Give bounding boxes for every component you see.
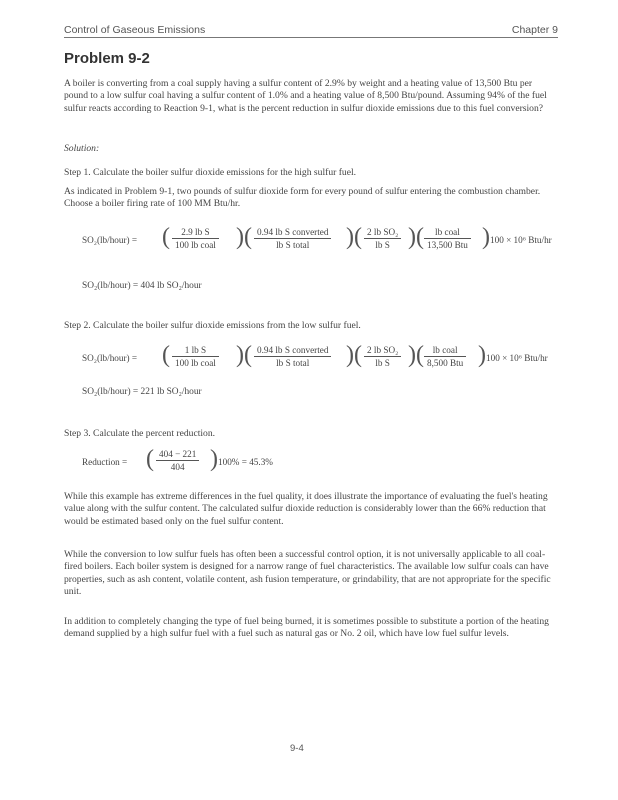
step3-fraction xyxy=(156,449,199,472)
fraction-denominator: lb S total xyxy=(276,358,310,368)
paren: ( xyxy=(162,224,170,250)
step2-equation xyxy=(82,343,562,379)
fraction-denominator: 100 lb coal xyxy=(175,240,216,250)
step2-eq-tail: 100 × 10⁶ Btu/hr xyxy=(486,353,548,363)
step2-heading: Step 2. Calculate the boiler sulfur dioxide emissions from the low sulfur fuel. xyxy=(64,320,361,331)
fraction-numerator: 1 lb S xyxy=(172,345,219,357)
fraction-numerator: 2 lb SO₂ xyxy=(364,227,401,239)
paren: )( xyxy=(346,342,362,368)
step1-result: SO₂(lb/hour) = 404 lb SO₂/hour xyxy=(82,281,202,291)
running-header xyxy=(64,24,558,38)
step1-text: As indicated in Problem 9-1, two pounds of sulfur dioxide form for every pound of sulfur entering the combustion chamber. Choose a boiler firing rate of 100 MM Btu/hr. xyxy=(64,186,541,210)
paren: ) xyxy=(478,342,486,368)
step2-fraction-conversion xyxy=(254,345,331,368)
header-chapter-title: Control of Gaseous Emissions xyxy=(64,24,206,36)
fraction-denominator: 404 xyxy=(170,462,185,472)
header-chapter-number: Chapter 9 xyxy=(511,24,558,36)
paren: ) xyxy=(210,446,218,472)
step1-equation xyxy=(82,225,562,261)
step3-equation xyxy=(82,447,382,483)
solution-label: Solution: xyxy=(64,143,100,154)
fraction-denominator: 13,500 Btu xyxy=(427,240,468,250)
paren: )( xyxy=(408,224,424,250)
fraction-numerator: 0.94 lb S converted xyxy=(254,345,331,357)
step1-fraction-conversion xyxy=(254,227,331,250)
step2-fraction-heating xyxy=(424,345,466,368)
fraction-denominator: lb S total xyxy=(276,240,310,250)
paren: )( xyxy=(236,224,252,250)
fraction-numerator: lb coal xyxy=(424,227,471,239)
paren: ( xyxy=(146,446,154,472)
fraction-numerator: 0.94 lb S converted xyxy=(254,227,331,239)
fraction-denominator: 8,500 Btu xyxy=(427,358,464,368)
discussion-paragraph-1: While this example has extreme differences in the fuel quality, it does illustrate the importance of evaluating the fuel's heating value along with the sulfur content. The calculated sulfur dioxide reduction is considerably lower than the 66% reduction that would be estimated based only on the fuel sulfur content. xyxy=(64,491,548,527)
step1-eq-lhs: SO₂(lb/hour) = xyxy=(82,235,138,245)
paren: )( xyxy=(408,342,424,368)
fraction-denominator: lb S xyxy=(375,358,390,368)
step3-heading: Step 3. Calculate the percent reduction. xyxy=(64,428,216,439)
fraction-numerator: 2.9 lb S xyxy=(172,227,219,239)
page-number: 9-4 xyxy=(290,743,304,754)
discussion-paragraph-2: While the conversion to low sulfur fuels has often been a successful control option, it is not universally applicable to all coal-fired boilers. Each boiler system is designed for a narrow range of fuel characteristics. The available low sulfur coals can have properties, such as ash content, volatile content, ash fusion temperature, or grindability, that are not appropriate for the specific unit. xyxy=(64,549,551,598)
fraction-numerator: lb coal xyxy=(424,345,466,357)
step2-result: SO₂(lb/hour) = 221 lb SO₂/hour xyxy=(82,387,202,397)
paren: )( xyxy=(346,224,362,250)
fraction-numerator: 2 lb SO₂ xyxy=(364,345,401,357)
step2-fraction-sulfur xyxy=(172,345,219,368)
problem-title: Problem 9-2 xyxy=(64,50,150,67)
problem-statement: A boiler is converting from a coal supply having a sulfur content of 2.9% by weight and a heating value of 13,500 Btu per pound to a low sulfur coal having a sulfur content of 1.0% and a heating value of 8,500 Btu/pound. Assuming 94% of the fuel sulfur reacts according to Reaction 9-1, what is the percent reduction in sulfur dioxide emissions due to this fuel conversion? xyxy=(64,78,547,114)
paren: )( xyxy=(236,342,252,368)
fraction-denominator: lb S xyxy=(375,240,390,250)
step2-eq-lhs: SO₂(lb/hour) = xyxy=(82,353,138,363)
step1-fraction-so2 xyxy=(364,227,401,250)
step3-eq-tail: 100% = 45.3% xyxy=(218,457,273,467)
step3-eq-lhs: Reduction = xyxy=(82,457,128,467)
step1-heading: Step 1. Calculate the boiler sulfur dioxide emissions for the high sulfur fuel. xyxy=(64,167,357,178)
paren: ( xyxy=(162,342,170,368)
discussion-paragraph-3: In addition to completely changing the type of fuel being burned, it is sometimes possible to substitute a portion of the heating demand supplied by a high sulfur fuel with a fuel such as natural gas or No. 2 oil, which have low fuel sulfur levels. xyxy=(64,616,549,640)
fraction-denominator: 100 lb coal xyxy=(175,358,216,368)
step1-eq-tail: 100 × 10⁶ Btu/hr xyxy=(490,235,552,245)
paren: ) xyxy=(482,224,490,250)
step1-fraction-sulfur xyxy=(172,227,219,250)
step1-fraction-heating xyxy=(424,227,471,250)
fraction-numerator: 404 − 221 xyxy=(156,449,199,461)
step2-fraction-so2 xyxy=(364,345,401,368)
